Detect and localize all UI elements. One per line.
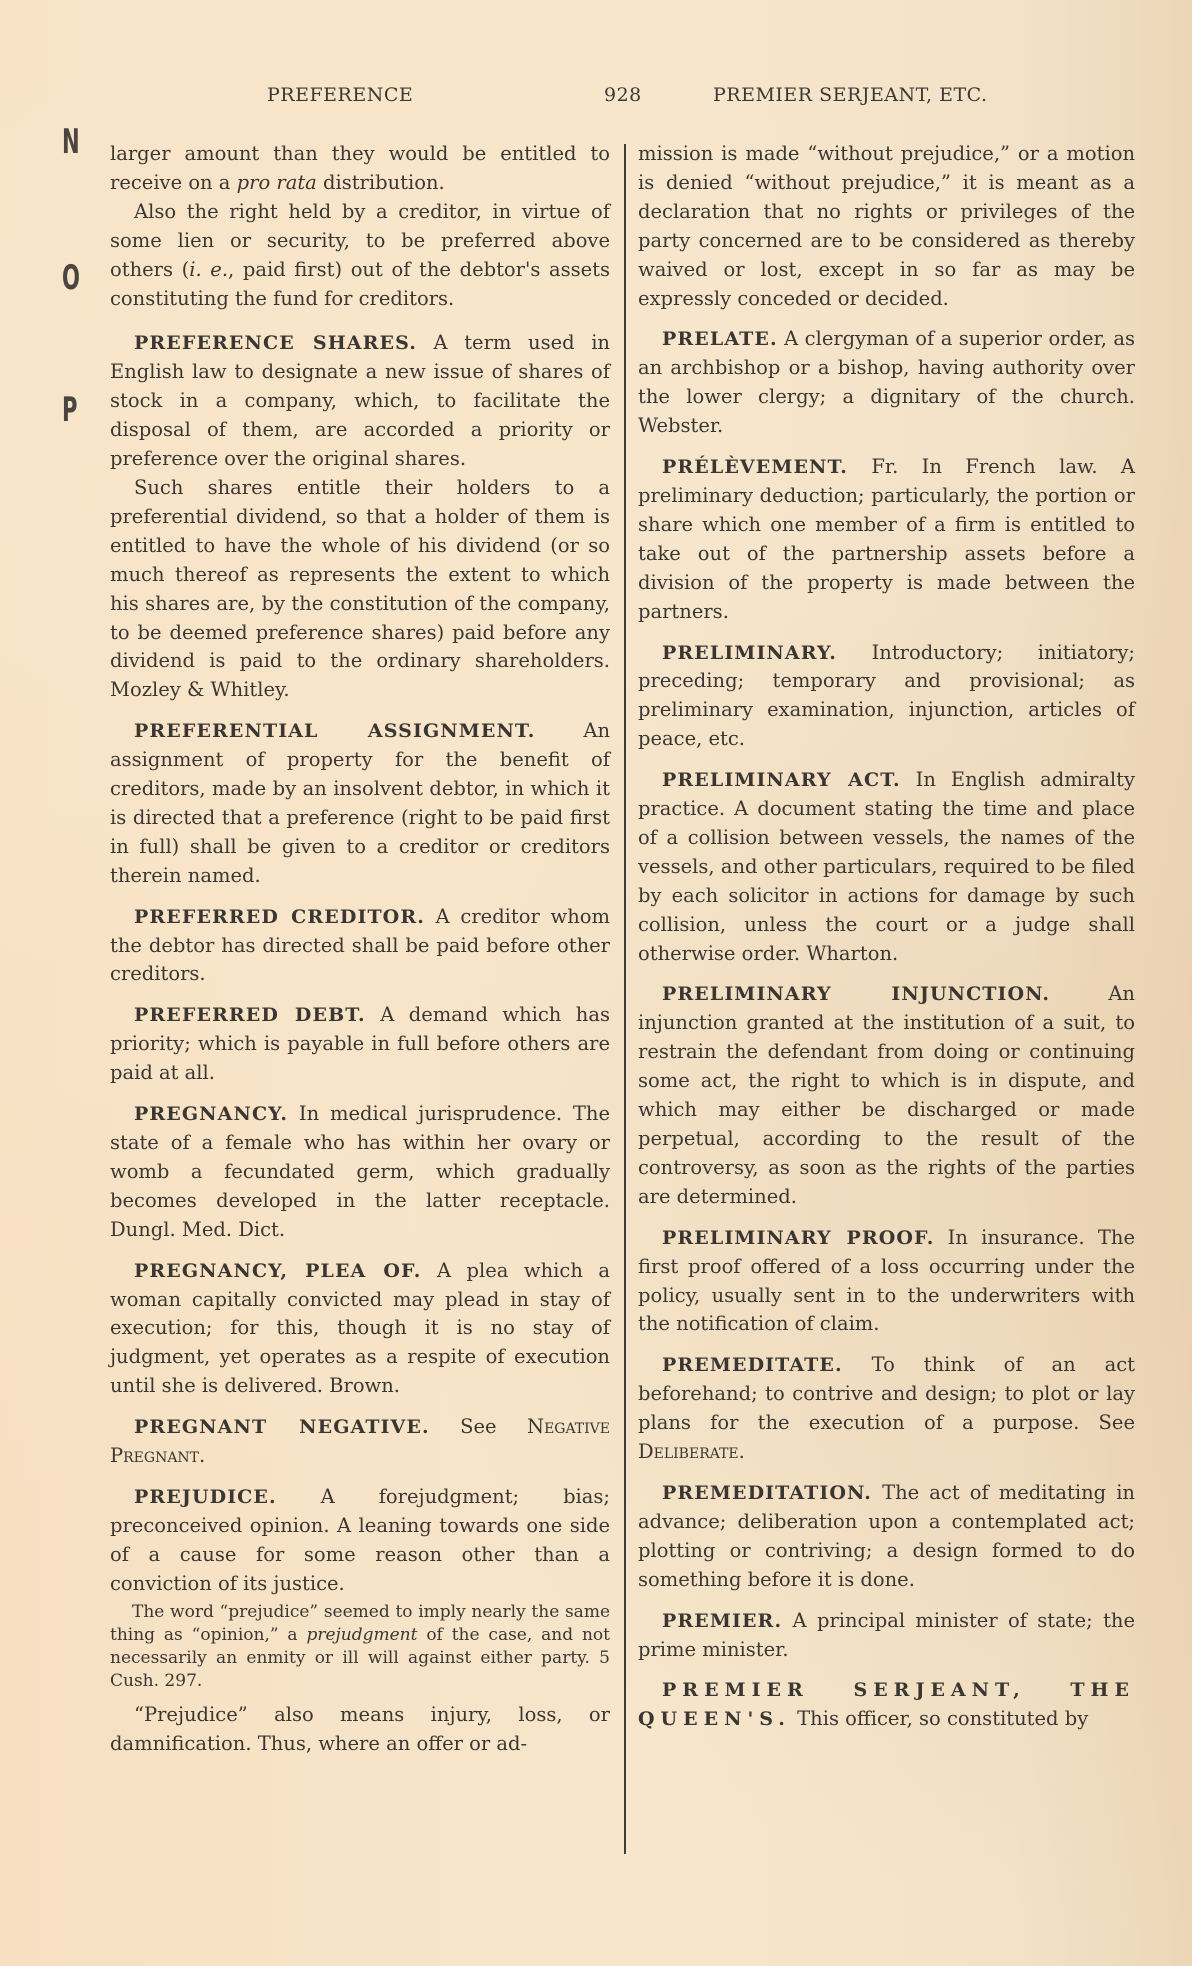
- entry-text: This officer, so constituted by: [797, 1707, 1089, 1731]
- dictionary-entry: [110, 1257, 610, 1402]
- running-head-left: PREFERENCE: [267, 84, 414, 106]
- entry-term: PREMIER SERJEANT, THE QUEEN'S.: [638, 1679, 1135, 1731]
- entry-text: Fr. In French law. A preliminary deduction; particularly, the portion or share which one member of a firm is entitled to take out of the partnership assets before a division of the property is made between the partners.: [638, 455, 1135, 623]
- entry-text: Also the right held by a creditor, in virtue of some lien or security, to be preferred above others (i. e., paid first) out of the debtor's assets constituting the fund for creditors.: [110, 199, 610, 310]
- dictionary-entry: [110, 717, 610, 890]
- entry-term: PREMIER.: [662, 1609, 783, 1632]
- entry-term: PREGNANT NEGATIVE.: [134, 1416, 430, 1439]
- entry-text: A principal minister of state; the prime minister.: [638, 1608, 1135, 1661]
- dictionary-entry: [110, 1100, 610, 1245]
- entry-text: In medical jurisprudence. The state of a female who has within her ovary or womb a fecundated germ, which gradually becomes developed in the latter receptacle. Dungl. Med. Dict.: [110, 1102, 610, 1241]
- entry-text: An injunction granted at the institution of a suit, to restrain the defendant from doing or continuing some act, the right to which is in dispute, and which may either be discharged or made perpetual, according to the result of the controversy, as soon as the rights of the parties are determined.: [638, 982, 1135, 1208]
- entry-term: PREFERENTIAL ASSIGNMENT.: [134, 720, 536, 743]
- entry-text: A plea which a woman capitally convicted may plead in stay of execution; for this, though it is no stay of judgment, yet operates as a respite of execution until she is delivered. Brown.: [110, 1258, 610, 1398]
- dictionary-entry: [638, 453, 1135, 626]
- entry-text: mission is made “without prejudice,” or a motion is denied “without prejudice,” it is meant as a declaration that no rights or privileges of the party concerned are to be considered as thereby waived or lost, except in so far as may be expressly conceded or decided.: [638, 142, 1135, 310]
- entry-term: PRELATE.: [662, 328, 778, 351]
- column-divider: [624, 144, 626, 1854]
- thumb-index-o[interactable]: O: [62, 258, 80, 298]
- dictionary-entry: [638, 1224, 1135, 1340]
- entry-text: A clergyman of a superior order, as an archbishop or a bishop, having authority over the lower clergy; a dignitary of the church. Webster.: [638, 327, 1135, 438]
- dictionary-entry: [110, 903, 610, 990]
- dictionary-entry: [638, 639, 1135, 755]
- entry-term: PREFERENCE SHARES.: [134, 332, 417, 355]
- entry-text: larger amount than they would be entitled to receive on a pro rata distribution.: [110, 142, 610, 194]
- thumb-index-n[interactable]: N: [62, 122, 80, 162]
- entry-text: Such shares entitle their holders to a preferential dividend, so that a holder of them is entitled to have the whole of his dividend (or so much thereof as represents the extent to which his shares are, by the constitution of the company, to be deemed preference shares) paid before any dividend is paid to the ordinary shareholders. Mozley & Whitley.: [110, 475, 610, 702]
- entry-term: PREMEDITATE.: [662, 1354, 843, 1377]
- entry-text: Introductory; initiatory; preceding; temporary and provisional; as preliminary examination, injunction, articles of peace, etc.: [638, 640, 1135, 751]
- dictionary-entry: [638, 325, 1135, 441]
- entry-text: A demand which has priority; which is payable in full before others are paid at all.: [110, 1003, 610, 1085]
- page-number: 928: [604, 84, 642, 106]
- cross-reference-link[interactable]: Deliberate: [638, 1440, 739, 1464]
- dictionary-entry: PREGNANT NEGATIVE. See Negative Pregnant.: [110, 1415, 611, 1468]
- entry-text: The act of meditating in advance; deliberation upon a contemplated act; plotting or contriving; a design formed to do something before it is done.: [638, 1480, 1135, 1591]
- entry-term: PREGNANCY, PLEA OF.: [134, 1259, 422, 1282]
- dictionary-entry: [110, 329, 610, 705]
- entry-text: “Prejudice” also means injury, loss, or damnification. Thus, where an offer or ad-: [110, 1702, 610, 1755]
- entry-term: PREMEDITATION.: [662, 1481, 872, 1504]
- entry-text: In English admiralty practice. A document stating the time and place of a collision between vessels, the names of the vessels, and other particulars, required to be filed by each solicitor in actions for damage by such collision, unless the court or a judge shall otherwise order. Wharton.: [638, 768, 1135, 965]
- dictionary-entry: [638, 1676, 1135, 1734]
- entry-text: A forejudgment; bias; preconceived opinion. A leaning towards one side of a cause for some reason other than a conviction of its justice.: [110, 1484, 610, 1595]
- entry-text: See: [460, 1415, 527, 1439]
- dictionary-entry: [638, 980, 1135, 1211]
- running-head-right: PREMIER SERJEANT, ETC.: [713, 84, 988, 106]
- entry-note: The word “prejudice” seemed to imply nearly the same thing as “opinion,” a prejudgment of the case, and not necessarily an enmity or ill will against either party. 5 Cush. 297.: [110, 1601, 610, 1691]
- entry-term: PREFERRED DEBT.: [134, 1004, 366, 1027]
- entry-term: PREJUDICE.: [134, 1485, 277, 1508]
- entry-term: PREGNANCY.: [134, 1103, 289, 1126]
- dictionary-entry: PREMEDITATE. To think of an act beforehand; to contrive and design; to plot or lay plans for the execution of a purpose. See Deliberate.: [638, 1353, 1136, 1464]
- entry-text: A term used in English law to designate a new issue of shares of stock in a company, which, to facilitate the disposal of them, are accorded a priority or preference over the original shares.: [110, 331, 610, 471]
- continuation-entry: [638, 140, 1135, 313]
- entry-term: PRELIMINARY.: [662, 641, 837, 664]
- dictionary-entry: [638, 1607, 1135, 1665]
- running-head: [0, 84, 1192, 114]
- dictionary-entry: [638, 1479, 1135, 1595]
- entry-term: PREFERRED CREDITOR.: [134, 905, 425, 928]
- dictionary-entry: [110, 1483, 610, 1758]
- right-column: [638, 140, 1135, 1746]
- entry-text: An assignment of property for the benefit of creditors, made by an insolvent debtor, in which it is directed that a preference (right to be paid first in full) shall be given to a creditor or creditors therein named.: [110, 719, 611, 887]
- entry-term: PRÉLÈVEMENT.: [662, 456, 849, 479]
- entry-term: PRELIMINARY PROOF.: [662, 1226, 935, 1249]
- continuation-entry: [110, 140, 610, 313]
- dictionary-entry: [110, 1001, 610, 1088]
- entry-text: To think of an act beforehand; to contrive and design; to plot or lay plans for the execution of a purpose. See: [638, 1353, 1136, 1435]
- left-column: [110, 140, 610, 1770]
- entry-text: A creditor whom the debtor has directed shall be paid before other creditors.: [110, 904, 610, 986]
- entry-term: PRELIMINARY ACT.: [662, 769, 901, 792]
- entry-text: In insurance. The first proof offered of a loss occurring under the policy, usually sent in to the underwriters with the notification of claim.: [638, 1225, 1136, 1336]
- thumb-index-p[interactable]: P: [62, 390, 78, 430]
- entry-term: PRELIMINARY INJUNCTION.: [662, 983, 1051, 1006]
- dictionary-entry: [638, 766, 1135, 968]
- cross-reference-link[interactable]: Negative Pregnant: [110, 1415, 611, 1468]
